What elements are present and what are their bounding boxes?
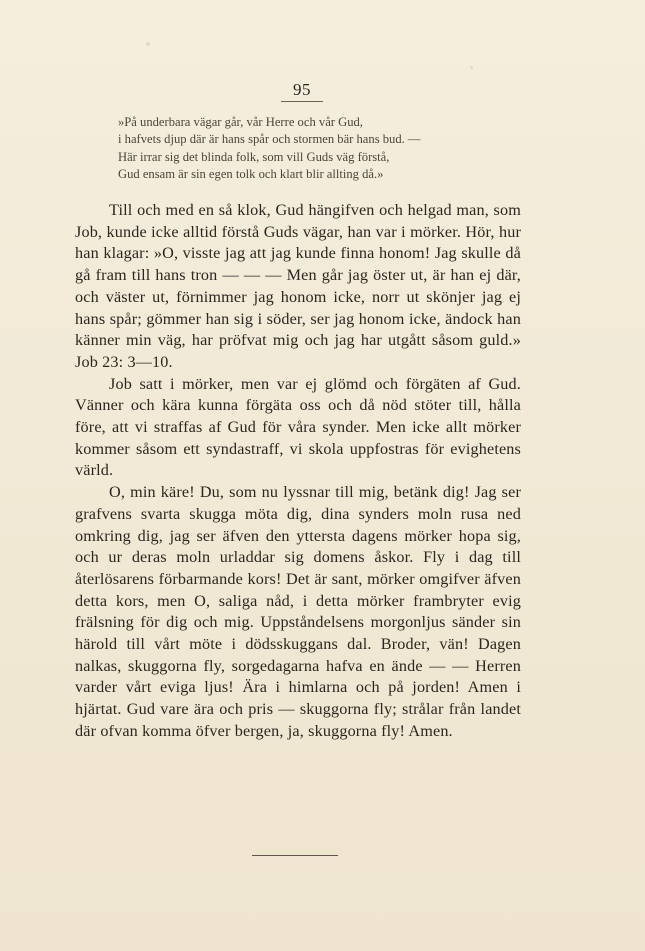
paper-spot <box>146 42 150 46</box>
paper-spot <box>470 66 473 69</box>
poem-line: »På underbara vägar går, vår Herre och vår Gud, <box>118 115 363 129</box>
poem-line: Gud ensam är sin egen tolk och klart blir allting då.» <box>118 167 384 182</box>
poem-quote <box>118 114 538 184</box>
paragraph: Job satt i mörker, men var ej glömd och förgäten af Gud. Vänner och kära kunna förgäta oss och då nöd stöter till, hålla före, att vi straffas af Gud för våra synder. Men icke allt mörker kommer såsom ett syndastraff, vi skola uppfostras för evighetens värld. <box>75 374 521 480</box>
paragraph: O, min käre! Du, som nu lyssnar till mig, betänk dig! Jag ser grafvens svarta skugga möta dig, dina synders moln rusa ned omkring dig, jag ser äfven den yttersta dagens mörker hopa sig, och ur deras moln urladdar sig domens åskor. Fly i dag till återlösarens förbarmande kors! Det är sant, mörker omgifver äfven detta kors, men O, saliga nåd, i detta mörker frambryter evig frälsning för dig och mig. Uppståndelsens morgonljus sänder sin härold till vårt möte i dödsskuggans dal. Broder, vän! Dagen nalkas, skuggorna fly, sorgedagarna hafva en ände — — Herren varder vårt eviga ljus! Ära i himlarna och på jorden! Amen i hjärtat. Gud vare ära och pris — skuggorna fly; strålar från landet där ofvan komma öfver bergen, ja, skuggorna fly! Amen. <box>75 483 521 740</box>
page-number: 95 <box>293 80 311 99</box>
poem-line: i hafvets djup där är hans spår och stormen bär hans bud. — <box>118 132 421 147</box>
body-text <box>75 200 521 743</box>
paragraph: Till och med en så klok, Gud hängifven och helgad man, som Job, kunde icke alltid förstå Guds vägar, han var i mörker. Hör, hur han klagar: »O, visste jag att jag kunde finna honom! Jag skulle då gå fram till hans tron — — — Men går jag öster ut, är han ej där, och väster ut, förnimmer jag honom icke, norr ut skönjer jag ej hans spår; gömmer han sig i söder, ser jag honom icke, ändock han känner min väg, har pröfvat mig och jag har utgått såsom guld.» Job 23: 3—10. <box>75 201 521 371</box>
page-number-rule <box>281 101 323 102</box>
closing-rule <box>252 855 338 856</box>
poem-line: Här irrar sig det blinda folk, som vill Guds väg förstå, <box>118 149 390 164</box>
